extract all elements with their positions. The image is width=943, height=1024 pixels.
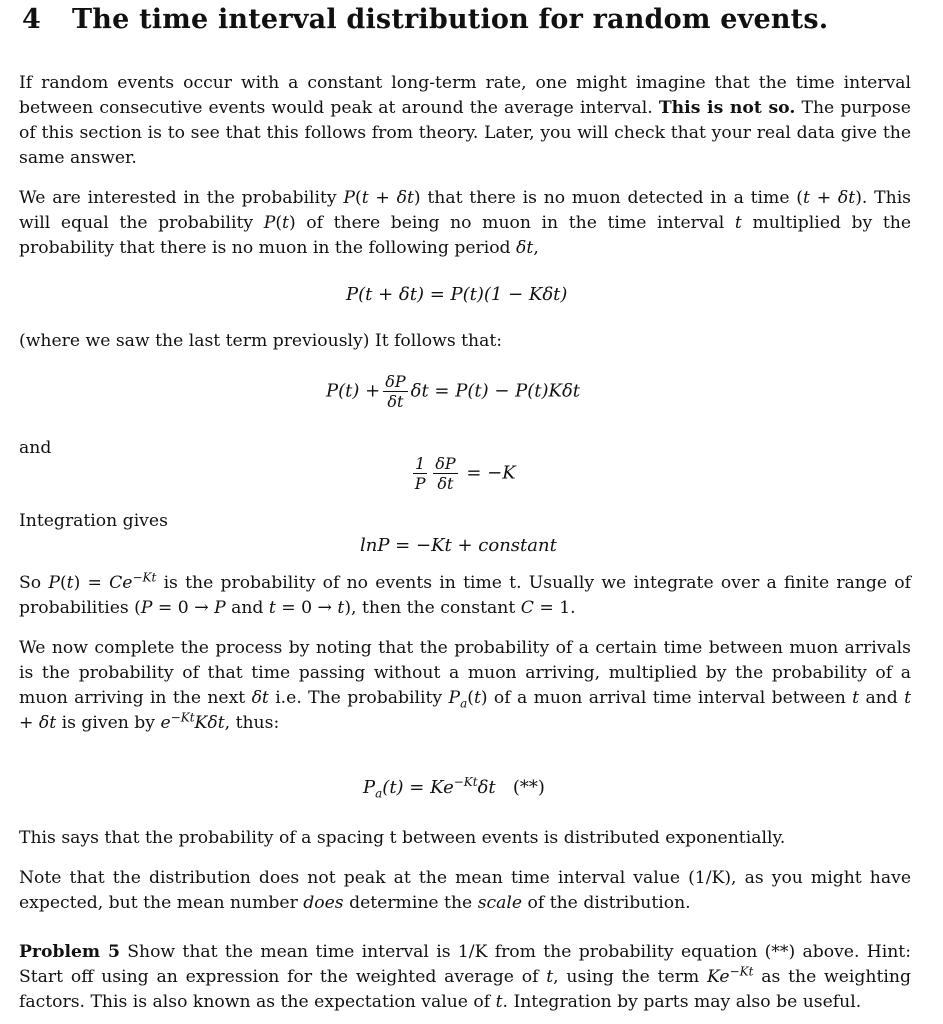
emphasis-not-so: This is not so. xyxy=(658,98,796,118)
paragraph-intro: If random events occur with a constant long-term rate, one might imagine that the time interval between consecutive events would peak at around the average interval. This is not so. The purpose of this section is to see that this follows from theory. Later, you will check that your real data give the same answer. xyxy=(19,73,911,168)
equation-1: P(t + δt) = P(t)(1 − Kδt) xyxy=(346,284,568,305)
equation-tag: (**) xyxy=(512,777,545,798)
problem-5: Problem 5 Show that the mean time interval is 1/K from the probability equation (**) above. Hint: Start off using an expression for the weighted average of t, using the term $Ke^{-Kt}$ as the weighting factors. This is also known as the expectation value of t. Integration by parts may also be useful. xyxy=(19,942,911,1012)
section-heading xyxy=(22,4,828,35)
section-title: The time interval distribution for random events. xyxy=(72,4,829,35)
paragraph-probability: We are interested in the probability P(t + δt) that there is no muon detected in a time (t + δt). This will equal the probability P(t) of there being no muon in the time interval t multiplied by the probability that there is no muon in the following period δt, xyxy=(19,188,912,258)
equation-3: $\frac{1}{P}$ $\frac{\delta P}{\delta t}$ = −K xyxy=(414,454,516,493)
equation-2: P(t) + $\frac{\delta P}{\delta t}$ δt = P(t) − P(t)Kδt xyxy=(326,372,581,411)
integration-label: Integration gives xyxy=(19,511,168,531)
equation-5: $P_a(t) = Ke^{-Kt}\delta t$ (**) xyxy=(363,775,545,801)
paragraph-arrival: We now complete the process by noting that the probability of a certain time between muon arrivals is the probability of that time passing without a muon arriving, multiplied by the probability of a muon arriving in the next δt i.e. The probability $P_a(t)$ of a muon arrival time interval between t and t + δt is given by $e^{-Kt}K\delta t$, thus: xyxy=(19,638,912,733)
equation-4: lnP = −Kt + constant xyxy=(360,535,557,556)
section-number: 4 xyxy=(22,4,41,35)
and-label: and xyxy=(19,438,52,458)
problem-label: Problem 5 xyxy=(19,942,120,962)
paragraph-solution: So $P(t) = Ce^{-Kt}$ is the probability of no events in time t. Usually we integrate over a finite range of probabilities (P = 0 → P and t = 0 → t), then the constant C = 1. xyxy=(19,570,911,618)
paragraph-exponential: This says that the probability of a spacing t between events is distributed exponentially. xyxy=(19,828,786,848)
paragraph-follows: (where we saw the last term previously) It follows that: xyxy=(19,331,503,351)
paragraph-note: Note that the distribution does not peak at the mean time interval value (1/K), as you might have expected, but the mean number does determine the scale of the distribution. xyxy=(19,868,911,913)
